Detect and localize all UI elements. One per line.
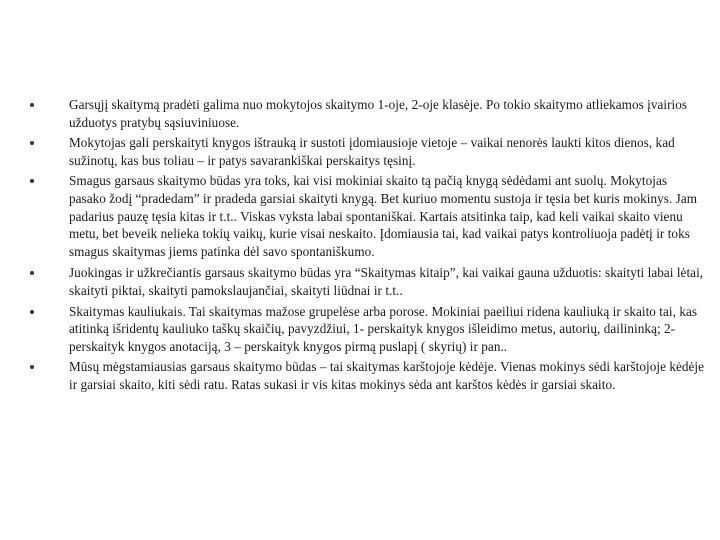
bullet-text: Garsųjį skaitymą pradėti galima nuo mokytojos skaitymo 1-oje, 2-oje klasėje. Po tokio skaitymo atliekamos įvairios užduotys pratybų sąsiuviniuose. [69, 97, 688, 130]
bullet-dot-icon [30, 310, 34, 314]
list-item [27, 134, 707, 169]
bullet-dot-icon [30, 141, 34, 145]
bullet-dot-icon [30, 271, 34, 275]
bullet-dot-icon [30, 365, 34, 369]
bullet-text: Mūsų mėgstamiausias garsaus skaitymo būdas – tai skaitymas karštojoje kėdėje. Vienas mokinys sėdi karštojoje kėdėje ir garsiai skaito, kiti sėdi ratu. Ratas sukasi ir vis kitas mokinys sėda ant karštos kėdės ir garsiai skaito. [69, 359, 705, 392]
list-item [27, 264, 707, 299]
list-item [27, 358, 707, 393]
bullet-text: Juokingas ir užkrečiantis garsaus skaitymo būdas yra “Skaitymas kitaip”, kai vaikai gauna užduotis: skaityti labai lėtai, skaityti piktai, skaityti pamokslaujančiai, skaityti liūdnai ir t.t.. [69, 265, 704, 298]
bullet-dot-icon [30, 179, 34, 183]
bullet-text: Mokytojas gali perskaityti knygos ištrauką ir sustoti įdomiausioje vietoje – vaikai nenorės laukti kitos dienos, kad sužinotų, kas bus toliau – ir patys savarankiškai perskaitys tęsinį. [69, 135, 675, 168]
list-item [27, 172, 707, 260]
bullet-dot-icon [30, 103, 34, 107]
list-item [27, 96, 707, 131]
bullet-list [27, 96, 707, 397]
bullet-text: Smagus garsaus skaitymo būdas yra toks, kai visi mokiniai skaito tą pačią knygą sėdėdami ant suolų. Mokytojas pasako žodį “pradedam” ir pradeda garsiai skaityti knygą. Bet kuriuo momentu sustoja ir tęsia bet kuris mokinys. Jam padarius pauzę tęsia kitas ir t.t.. Viskas vyksta labai spontaniškai. Kartais atsitinka taip, kad keli vaikai skaito vienu metu, bet beveik nelieka tokių vaikų, kurie visai neskaito. Įdomiausia tai, kad vaikai patys kontroliuoja padėtį ir toks smagus skaitymas jiems patinka dėl savo spontaniškumo. [69, 173, 698, 259]
list-item [27, 303, 707, 356]
bullet-text: Skaitymas kauliukais. Tai skaitymas mažose grupelėse arba porose. Mokiniai paeiliui ridena kauliuką ir skaito tai, kas atitinką išridentų kauliuko taškų skaičių, pavyzdžiui, 1- perskaityk knygos išleidimo metus, autorių, dailininką; 2- perskaityk knygos anotaciją, 3 – perskaityk knygos pirmą puslapį ( skyrių) ir pan.. [69, 303, 698, 354]
